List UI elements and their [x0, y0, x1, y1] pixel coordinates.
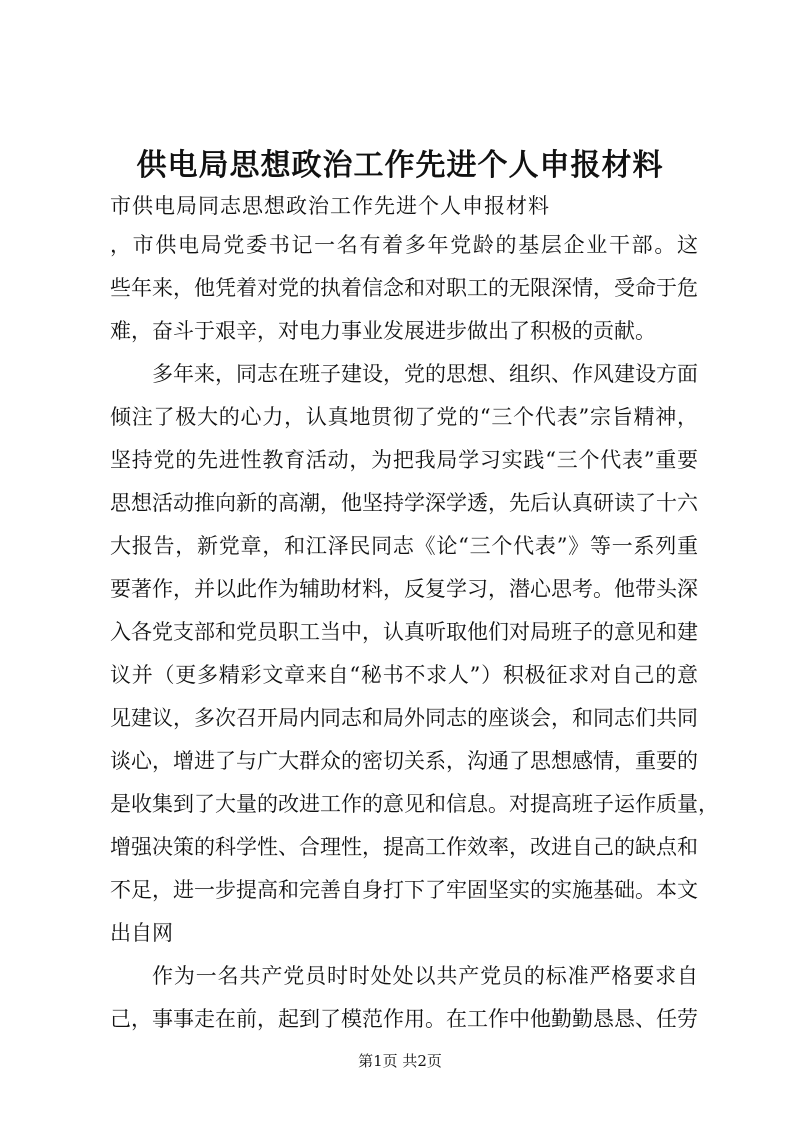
body-line: 议并（更多精彩文章来自“秘书不求人”）积极征求对自己的意: [110, 663, 698, 687]
body-line: 不足，进一步提高和完善自身打下了牢固坚实的实施基础。本文: [110, 878, 698, 902]
document-title: 供电局思想政治工作先进个人申报材料: [136, 148, 664, 183]
body-line: 出自网: [110, 921, 173, 945]
body-line: 大报告，新党章，和江泽民同志《论“三个代表”》等一系列重: [110, 534, 698, 558]
body-line: 要著作，并以此作为辅助材料，反复学习，潜心思考。他带头深: [110, 577, 698, 601]
body-line: 坚持党的先进性教育活动，为把我局学习实践“三个代表”重要: [110, 448, 698, 472]
body-line: 是收集到了大量的改进工作的意见和信息。对提高班子运作质量，: [110, 792, 719, 816]
body-line: 多年来，同志在班子建设，党的思想、组织、作风建设方面: [152, 362, 698, 386]
body-line: 倾注了极大的心力，认真地贯彻了党的“三个代表”宗旨精神，: [110, 405, 698, 429]
body-line: 作为一名共产党员时时处处以共产党员的标准严格要求自: [152, 964, 698, 988]
body-line: 见建议，多次召开局内同志和局外同志的座谈会，和同志们共同: [110, 706, 698, 730]
body-line: 入各党支部和党员职工当中，认真听取他们对局班子的意见和建: [110, 620, 698, 644]
page-footer: 第1页 共2页: [358, 1052, 442, 1070]
body-line: 思想活动推向新的高潮，他坚持学深学透，先后认真研读了十六: [110, 491, 698, 515]
body-line: ，市供电局党委书记一名有着多年党龄的基层企业干部。这: [110, 233, 698, 257]
body-line: 增强决策的科学性、合理性，提高工作效率，改进自己的缺点和: [110, 835, 698, 859]
body-line: 难，奋斗于艰辛，对电力事业发展进步做出了积极的贡献。: [110, 319, 656, 343]
document-subtitle: 市供电局同志思想政治工作先进个人申报材料: [110, 194, 550, 218]
body-line: 些年来，他凭着对党的执着信念和对职工的无限深情，受命于危: [110, 276, 698, 300]
body-line: 谈心，增进了与广大群众的密切关系，沟通了思想感情，重要的: [110, 749, 698, 773]
body-line: 己，事事走在前，起到了模范作用。在工作中他勤勤恳恳、任劳: [110, 1007, 698, 1031]
